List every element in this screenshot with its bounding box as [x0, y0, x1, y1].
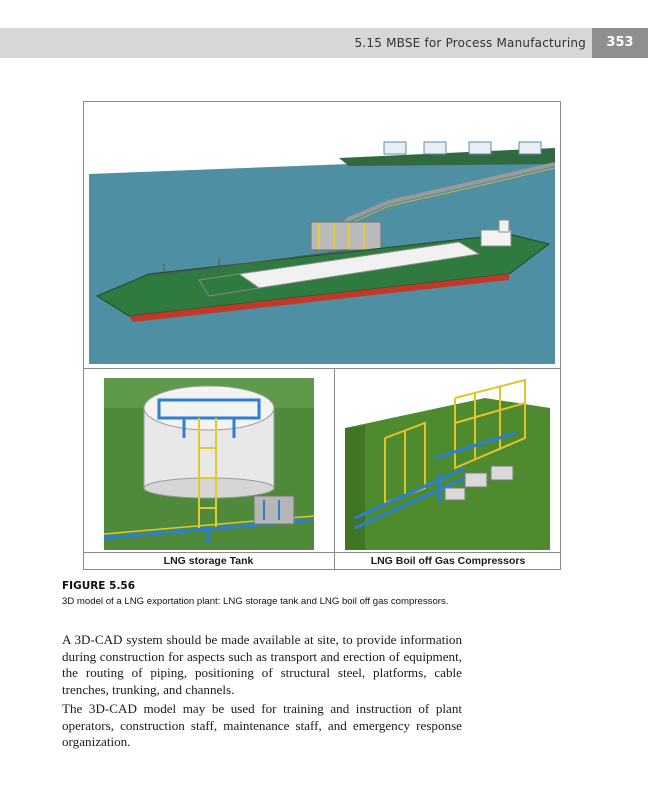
body-paragraph: The 3D-CAD model may be used for training and instruction of plant operators, construction staff, maintenance staff, and emergency response organization. — [62, 701, 462, 749]
figure-label: FIGURE 5.56 — [62, 580, 136, 592]
figure-divider-vertical — [334, 368, 335, 570]
figure-divider-horizontal — [83, 368, 561, 369]
page-number: 353 — [592, 28, 648, 58]
panel-caption-storage-tank: LNG storage Tank — [163, 555, 254, 567]
running-head: 5.15 MBSE for Process Manufacturing — [354, 36, 586, 50]
figure-image-lng-storage-tank — [104, 378, 314, 550]
figure-image-bog-compressors — [345, 378, 550, 550]
body-paragraph: A 3D-CAD system should be made available at site, to provide information during construction for aspects such as transport and erection of equipment, the routing of piping, positioning of structural steel, platforms, cable trenches, trunking, and channels. — [62, 632, 462, 697]
figure-caption: 3D model of a LNG exportation plant: LNG storage tank and LNG boil off gas compressors. — [62, 596, 449, 607]
figure-image-lng-carrier — [89, 104, 555, 364]
figure-caption-divider — [83, 552, 561, 553]
panel-caption-bog-compressors: LNG Boil off Gas Compressors — [370, 555, 526, 567]
